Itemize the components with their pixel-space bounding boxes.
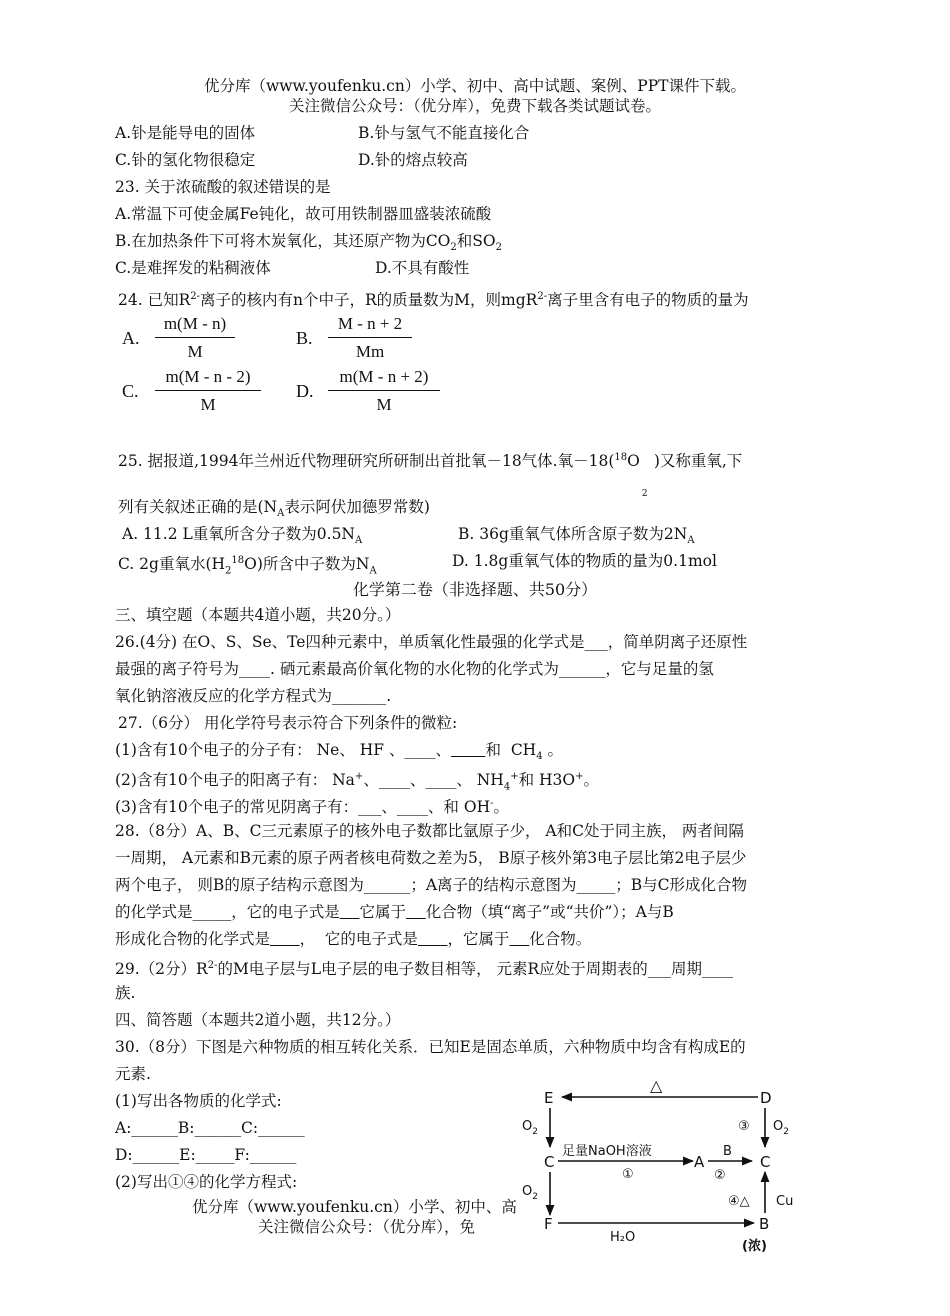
node-b: B — [759, 1215, 770, 1233]
label-circ3: ③ — [738, 1119, 750, 1134]
label-arrow-b: B — [723, 1144, 732, 1159]
q26-line-3: 氧化钠溶液反应的化学方程式为_______. — [115, 687, 392, 705]
q22-option-d: D.钋的熔点较高 — [358, 151, 468, 169]
fraction-denominator: M — [187, 342, 203, 361]
fraction-denominator: M — [200, 395, 216, 414]
q30-sub-1: (1)写出各物质的化学式: — [115, 1092, 282, 1110]
node-c-left: C — [544, 1153, 555, 1171]
q25-option-c: C. 2g重氧水$(H_2^{18}O)$所含中子数为$N_A$ — [118, 555, 377, 577]
node-a: A — [694, 1153, 705, 1171]
q27-stem: 27.（6分） 用化学符号表示符合下列条件的微粒: — [118, 714, 458, 732]
q30-sub-2: A:______B:______C:______ — [115, 1119, 305, 1137]
q22-option-b: B.钋与氢气不能直接化合 — [358, 124, 530, 142]
q27-line-3: (3)含有10个电子的常见阴离子有：___、____、和 OH-。 — [115, 798, 509, 817]
q23-option-c: C.是难挥发的粘稠液体 — [115, 259, 271, 277]
q25-option-b: B. 36g重氧气体所含原子数为$2N_A$ — [458, 525, 695, 547]
node-c-right: C — [760, 1153, 771, 1171]
section-three-heading: 三、填空题（本题共4道小题，共20分。） — [115, 606, 401, 624]
q23-option-a: A.常温下可使金属Fe钝化，故可用铁制器皿盛装浓硫酸 — [115, 205, 492, 223]
q24-option-d-label: D. — [296, 381, 314, 401]
node-e: E — [544, 1089, 554, 1107]
q24-option-a-fraction — [155, 314, 235, 362]
q28-line-4: 的化学式是_____，它的电子式是 它属于 化合物（填“离子”或“共价”）；A与B — [115, 903, 674, 921]
part-two-title: 化学第二卷（非选择题、共50分） — [352, 580, 598, 599]
q28-line-5: 形成化合物的化学式是 ， 它的电子式是 ，它属于 化合物。 — [115, 930, 592, 948]
q25-option-d: D. 1.8g重氧气体的物质的量为0.1mol — [452, 552, 717, 570]
q25-stem-line-2: 列有关叙述正确的是($N_A$表示阿伏加德罗常数) — [118, 498, 430, 520]
footer-line-2: 关注微信公众号：（优分库），免 — [258, 1218, 476, 1236]
label-o2-right: $O_2$ — [773, 1119, 789, 1137]
fraction-numerator: m(M - n - 2) — [155, 367, 261, 391]
q24-option-b-fraction — [328, 314, 412, 362]
q30-sub-4: (2)写出①④的化学方程式: — [115, 1173, 298, 1191]
q29-line-1: 29.（2分）$R^{2-}$的M电子层与L电子层的电子数目相等， 元素R应处于周期表的___周期____ — [115, 960, 733, 979]
q23-option-b: B.在加热条件下可将木炭氧化，其还原产物为$CO_2$和$SO_2$ — [115, 232, 502, 254]
q30-line-1: 30.（8分）下图是六种物质的相互转化关系．已知E是固态单质，六种物质中均含有构成E的 — [115, 1038, 746, 1056]
fraction-denominator: M — [376, 395, 392, 414]
q28-line-3: 两个电子， 则B的原子结构示意图为______；A离子的结构示意图为_____；B与C形成化合物 — [115, 876, 748, 894]
q30-line-2: 元素. — [115, 1065, 151, 1083]
q25-stem-line-1: 25. 据报道,1994年兰州近代物理研究所研制出首批氧－18气体.氧－18($^{18}$O 2 )又称重氧,下 — [118, 452, 743, 500]
conversion-diagram — [510, 1075, 840, 1265]
q22-option-c: C.钋的氢化物很稳定 — [115, 151, 256, 169]
q24-option-d-fraction — [328, 367, 440, 415]
label-circ2: ② — [714, 1168, 726, 1183]
q24-option-c-fraction — [155, 367, 261, 415]
q23-option-d: D.不具有酸性 — [375, 259, 470, 277]
q25-option-a: A. 11.2 L重氧所含分子数为$0.5N_A$ — [122, 525, 363, 547]
q26-line-2: 最强的离子符号为____. 硒元素最高价氧化物的水化物的化学式为______，它与足量的氢 — [115, 660, 714, 678]
q24-option-b-label: B. — [296, 328, 313, 348]
fraction-numerator: m(M - n + 2) — [328, 367, 440, 391]
label-cu: Cu — [776, 1194, 794, 1209]
label-delta-top: △ — [650, 1076, 663, 1095]
label-o2-left-bottom: $O_2$ — [522, 1184, 538, 1202]
node-f: F — [544, 1215, 553, 1233]
header-line-2: 关注微信公众号：（优分库），免费下载各类试题试卷。 — [288, 97, 661, 115]
q30-sub-3: D:______E:_____F:______ — [115, 1146, 297, 1164]
section-four-heading: 四、简答题（本题共2道小题，共12分。） — [115, 1011, 401, 1029]
q23-stem: 23. 关于浓硫酸的叙述错误的是 — [115, 178, 331, 196]
label-h2o: H₂O — [610, 1230, 636, 1245]
q26-line-1: 26.(4分) 在O、S、Se、Te四种元素中，单质氧化性最强的化学式是___，简单阴离子还原性 — [115, 633, 748, 651]
fraction-denominator: Mm — [355, 342, 385, 361]
header-line-1: 优分库（www.youfenku.cn）小学、初中、高中试题、案例、PPT课件下载。 — [203, 77, 747, 95]
q27-line-1: (1)含有10个电子的分子有： Ne、 HF 、____、 和 $CH_4$ 。 — [115, 741, 564, 763]
fraction-numerator: M - n + 2 — [328, 314, 412, 338]
fraction-numerator: m(M - n) — [155, 314, 235, 338]
q24-stem: 24. 已知$R^{2-}$离子的核内有n个中子，R的质量数为M，则mgR$^{2-}$离子里含有电子的物质的量为 — [118, 291, 749, 310]
footer-line-1: 优分库（www.youfenku.cn）小学、初中、高 — [192, 1198, 517, 1216]
q28-line-1: 28.（8分）A、B、C三元素原子的核外电子数都比氩原子少， A和C处于同主族， 两者间隔 — [115, 822, 744, 840]
label-circ1: ① — [622, 1167, 634, 1182]
q24-option-a-label: A. — [122, 328, 140, 348]
label-concentrated: (浓) — [742, 1239, 767, 1254]
q22-option-a: A.钋是能导电的固体 — [115, 124, 256, 142]
q29-line-2: 族. — [115, 984, 136, 1002]
label-naoh: 足量NaOH溶液 — [562, 1144, 652, 1159]
label-circ4-delta: ④△ — [728, 1194, 750, 1209]
label-o2-left-top: $O_2$ — [522, 1119, 538, 1137]
q28-line-2: 一周期， A元素和B元素的原子两者核电荷数之差为5， B原子核外第3电子层比第2电子层少 — [115, 849, 747, 867]
node-d: D — [760, 1089, 772, 1107]
q24-option-c-label: C. — [122, 381, 139, 401]
q27-line-2: (2)含有10个电子的阳离子有： Na+、____、____、 $NH_4^+$和 H3O+。 — [115, 771, 600, 793]
